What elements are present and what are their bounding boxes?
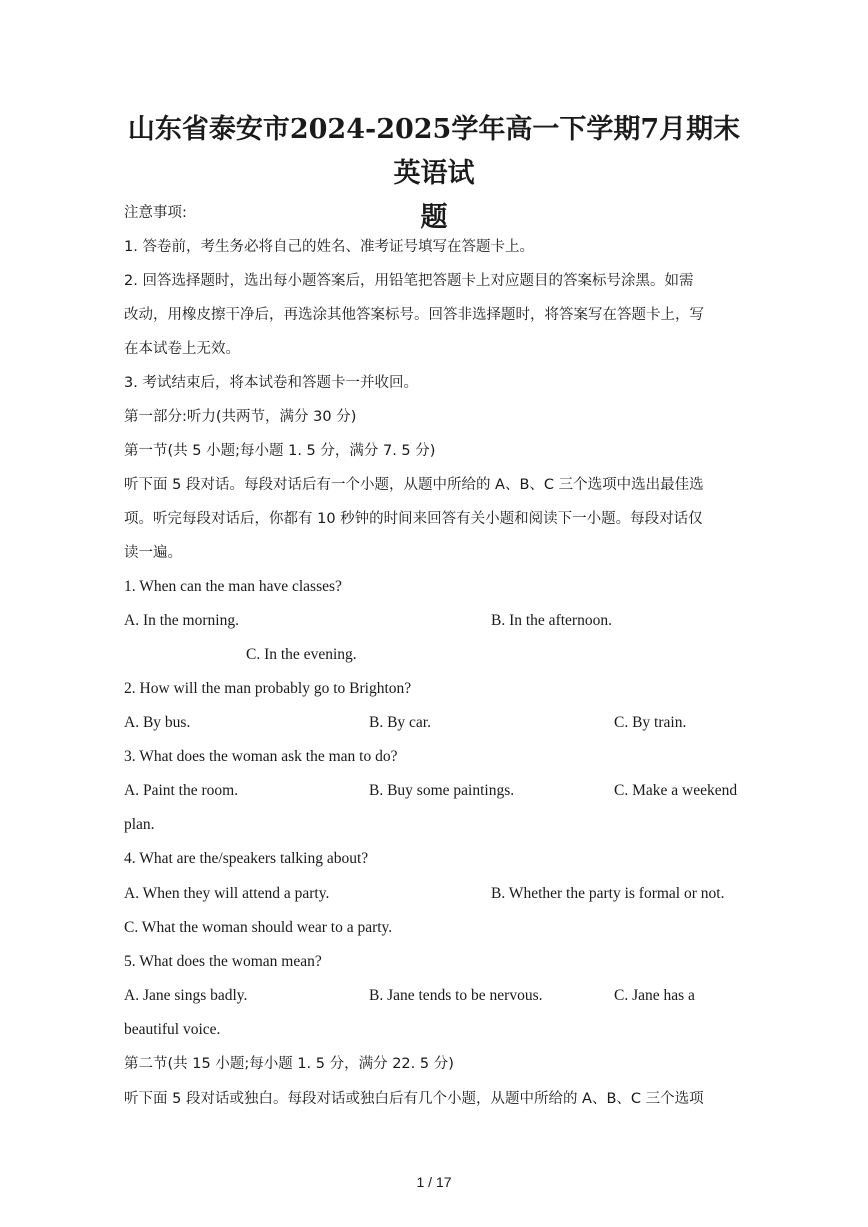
question-1-stem: 1. When can the man have classes? (124, 578, 342, 595)
question-3-option-b: B. Buy some paintings. (369, 782, 515, 799)
part1-heading: 第一部分:听力(共两节，满分 30 分) (124, 409, 357, 425)
title-line-2: 题 (420, 202, 448, 233)
question-1-option-a: A. In the morning. (124, 612, 239, 629)
section2-heading: 第二节(共 15 小题;每小题 1. 5 分，满分 22. 5 分) (124, 1056, 454, 1072)
question-1-option-c: C. In the evening. (246, 646, 357, 663)
note-2-line-3: 在本试卷上无效。 (124, 341, 240, 357)
question-5-option-b: B. Jane tends to be nervous. (369, 987, 543, 1004)
question-5-option-c-continued: beautiful voice. (124, 1021, 221, 1038)
question-1-option-b: B. In the afternoon. (491, 612, 612, 629)
question-3-stem: 3. What does the woman ask the man to do? (124, 748, 398, 765)
question-2-option-a: A. By bus. (124, 714, 191, 731)
title-line-1: 山东省泰安市2024-2025学年高一下学期7月期末英语试 (127, 114, 741, 189)
document-title (118, 108, 750, 240)
section1-heading: 第一节(共 5 小题;每小题 1. 5 分，满分 7. 5 分) (124, 443, 436, 459)
section1-instructions-line-3: 读一遍。 (124, 545, 182, 561)
question-2-option-b: B. By car. (369, 714, 431, 731)
section2-instructions-line-1: 听下面 5 段对话或独白。每段对话或独白后有几个小题，从题中所给的 A、B、C 三个选项 (124, 1091, 704, 1107)
question-4-option-b: B. Whether the party is formal or not. (491, 885, 725, 902)
page-number: 1 / 17 (416, 1174, 452, 1190)
question-2-option-c: C. By train. (614, 714, 687, 731)
question-4-option-c: C. What the woman should wear to a party. (124, 919, 393, 936)
question-3-option-c: C. Make a weekend (614, 782, 738, 799)
note-1: 1. 答卷前，考生务必将自己的姓名、准考证号填写在答题卡上。 (124, 239, 534, 255)
question-5-stem: 5. What does the woman mean? (124, 953, 322, 970)
notes-heading: 注意事项: (124, 205, 187, 221)
question-4-option-a: A. When they will attend a party. (124, 885, 330, 902)
note-2-line-1: 2. 回答选择题时，选出每小题答案后，用铅笔把答题卡上对应题目的答案标号涂黑。如需 (124, 273, 694, 289)
question-5-option-a: A. Jane sings badly. (124, 987, 248, 1004)
question-4-stem: 4. What are the/speakers talking about? (124, 850, 369, 867)
question-3-option-c-continued: plan. (124, 816, 155, 833)
note-2-line-2: 改动，用橡皮擦干净后，再选涂其他答案标号。回答非选择题时，将答案写在答题卡上，写 (124, 307, 704, 323)
section1-instructions-line-2: 项。听完每段对话后，你都有 10 秒钟的时间来回答有关小题和阅读下一小题。每段对话仅 (124, 511, 703, 527)
question-3-option-a: A. Paint the room. (124, 782, 239, 799)
note-3: 3. 考试结束后，将本试卷和答题卡一并收回。 (124, 375, 418, 391)
question-2-stem: 2. How will the man probably go to Brighton? (124, 680, 412, 697)
question-5-option-c: C. Jane has a (614, 987, 695, 1004)
section1-instructions-line-1: 听下面 5 段对话。每段对话后有一个小题，从题中所给的 A、B、C 三个选项中选出最佳选 (124, 477, 704, 493)
